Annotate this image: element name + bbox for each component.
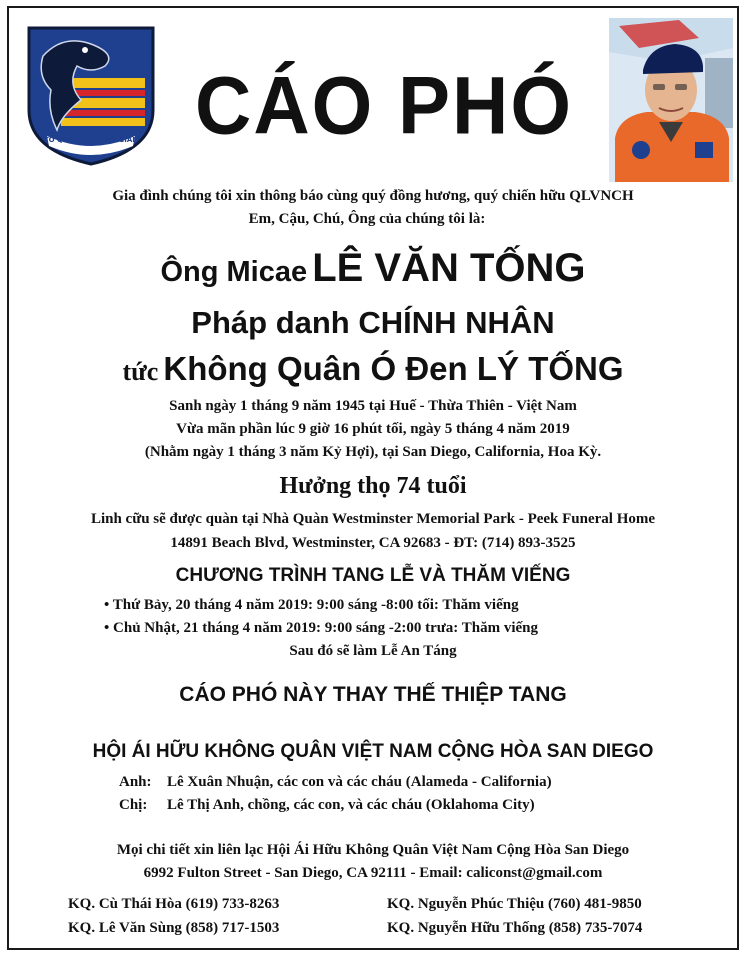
relative-label: Anh: bbox=[119, 774, 152, 790]
program-item-text: Chủ Nhật, 21 tháng 4 năm 2019: 9:00 sáng -2:00 trưa: Thăm viếng bbox=[113, 620, 539, 636]
contact-line-2: 6992 Fulton Street - San Diego, CA 92111 - Email: caliconst@gmail.com bbox=[143, 865, 603, 881]
dharma-prefix: Pháp danh bbox=[191, 305, 350, 340]
association-name: HỘI ÁI HỮU KHÔNG QUÂN VIỆT NAM CỘNG HÒA SAN DIEGO bbox=[92, 741, 654, 762]
program-heading: CHƯƠNG TRÌNH TANG LỄ VÀ THĂM VIẾNG bbox=[175, 565, 571, 586]
bullet-icon: • bbox=[104, 620, 110, 636]
birth-line: Sanh ngày 1 tháng 9 năm 1945 tại Huế - Thừa Thiên - Việt Nam bbox=[169, 398, 577, 414]
program-item-text: Thứ Bảy, 20 tháng 4 năm 2019: 9:00 sáng -8:00 tối: Thăm viếng bbox=[112, 597, 519, 613]
relative-text: Lê Xuân Nhuận, các con và các cháu (Alameda - California) bbox=[167, 774, 552, 790]
air-force-emblem bbox=[21, 20, 161, 166]
emblem-motto: TỔ QUỐC · KHÔNG GIAN bbox=[43, 136, 139, 144]
dharma-name-line bbox=[9, 305, 737, 341]
funeral-home-line: Linh cữu sẽ được quàn tại Nhà Quàn Westminster Memorial Park - Peek Funeral Home bbox=[90, 511, 656, 527]
shield-icon bbox=[21, 20, 161, 166]
contact-person: KQ. Nguyễn Hữu Thống (858) 735-7074 bbox=[387, 920, 643, 936]
obituary-notice bbox=[7, 6, 739, 950]
funeral-home-address: 14891 Beach Blvd, Westminster, CA 92683 - ĐT: (714) 893-3525 bbox=[170, 535, 576, 551]
relative-row bbox=[119, 797, 535, 814]
replace-notice: CÁO PHÓ NÀY THAY THẾ THIỆP TANG bbox=[179, 683, 567, 706]
alias-name: Không Quân Ó Đen LÝ TỐNG bbox=[163, 350, 624, 387]
contact-person: KQ. Nguyễn Phúc Thiệu (760) 481-9850 bbox=[387, 896, 642, 912]
contact-person: KQ. Lê Văn Sùng (858) 717-1503 bbox=[68, 920, 280, 936]
portrait-photo bbox=[609, 18, 733, 182]
age-line: Hưởng thọ 74 tuổi bbox=[279, 473, 467, 499]
intro-line-2: Em, Cậu, Chú, Ông của chúng tôi là: bbox=[248, 211, 486, 227]
relative-text: Lê Thị Anh, chồng, các con, và các cháu (Oklahoma City) bbox=[167, 797, 535, 813]
page-title: CÁO PHÓ bbox=[194, 58, 574, 152]
lunar-date-line: (Nhằm ngày 1 tháng 3 năm Kỷ Hợi), tại San Diego, California, Hoa Kỳ. bbox=[144, 444, 602, 460]
bullet-icon: • bbox=[104, 597, 110, 613]
intro-line-1: Gia đình chúng tôi xin thông báo cùng quý đồng hương, quý chiến hữu QLVNCH bbox=[112, 188, 634, 204]
deceased-name: LÊ VĂN TỐNG bbox=[312, 246, 586, 290]
program-item bbox=[104, 620, 538, 637]
portrait-icon bbox=[609, 18, 733, 182]
alias-line bbox=[9, 350, 737, 388]
contact-line-1: Mọi chi tiết xin liên lạc Hội Ái Hữu Không Quân Việt Nam Cộng Hòa San Diego bbox=[116, 842, 630, 858]
contact-person: KQ. Cù Thái Hòa (619) 733-8263 bbox=[68, 896, 280, 912]
burial-line: Sau đó sẽ làm Lễ An Táng bbox=[289, 643, 457, 659]
relative-label: Chị: bbox=[119, 797, 148, 813]
dharma-name: CHÍNH NHÂN bbox=[358, 305, 555, 340]
death-line: Vừa mãn phần lúc 9 giờ 16 phút tối, ngày 5 tháng 4 năm 2019 bbox=[176, 421, 570, 437]
deceased-name-line bbox=[9, 246, 737, 291]
relative-row bbox=[119, 774, 552, 791]
name-prefix: Ông Micae bbox=[160, 256, 308, 288]
program-item bbox=[104, 597, 519, 614]
alias-prefix: tức bbox=[122, 357, 159, 386]
